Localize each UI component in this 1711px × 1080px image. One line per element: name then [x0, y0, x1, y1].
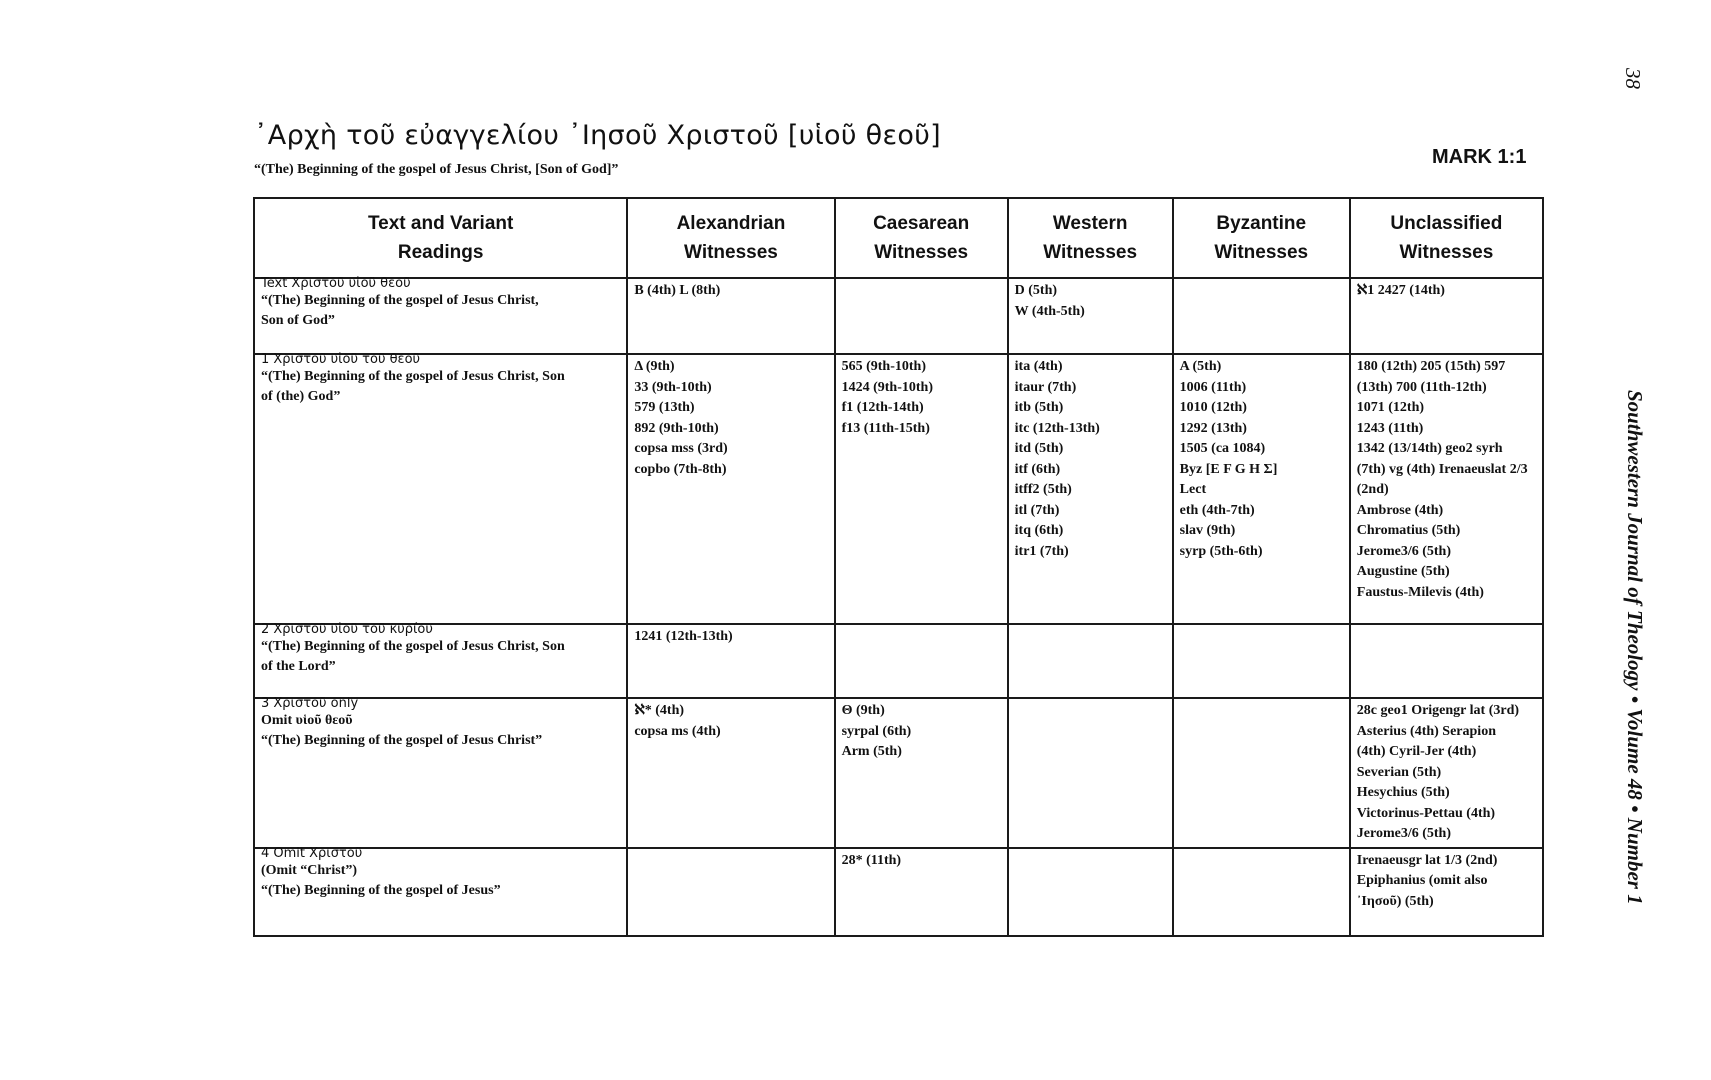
- witness-entry: Lect: [1179, 482, 1207, 497]
- header-line: Readings: [397, 242, 484, 263]
- witness-entry: A (5th): [1179, 359, 1222, 374]
- witness-entry: Byz [E F G H Σ]: [1179, 461, 1278, 477]
- reading-greek-label: 4 Omit Χριστοῦ: [261, 845, 363, 861]
- witness-entry: 1243 (11th): [1356, 420, 1424, 436]
- header-alexandrian: [627, 198, 834, 278]
- unclassified-witnesses-cell: [1350, 848, 1543, 936]
- caesarean-witnesses-cell: [835, 848, 1008, 936]
- witness-entry: itf (6th): [1014, 461, 1061, 477]
- witness-entry: (4th) Cyril-Jer (4th): [1356, 744, 1477, 759]
- header-byzantine: [1173, 198, 1350, 278]
- western-witnesses-cell: [1008, 698, 1173, 848]
- witness-entry: 1241 (12th-13th): [634, 629, 733, 644]
- header-line: Western: [1052, 213, 1128, 234]
- table-row: [254, 848, 1543, 936]
- header-line: Alexandrian: [676, 213, 786, 234]
- reading-gloss-line: of the Lord”: [261, 659, 336, 674]
- reading-gloss-line: Omit υἱοῦ θεοῦ: [261, 713, 353, 728]
- witness-entry: (2nd): [1356, 482, 1389, 497]
- reading-cell: [254, 624, 627, 698]
- reading-gloss-line: of (the) God”: [261, 389, 341, 404]
- witness-entry: 33 (9th-10th): [634, 379, 712, 395]
- alexandrian-witnesses-cell: [627, 278, 834, 354]
- reading-greek-label: 2 Χριστοῦ υἱοῦ τοῦ κυρίου: [261, 622, 433, 637]
- reading-cell: [254, 278, 627, 354]
- witness-entry: copbo (7th-8th): [634, 461, 727, 477]
- witness-entry: ℵ* (4th): [634, 703, 685, 718]
- witness-entry: Chromatius (5th): [1356, 523, 1461, 538]
- witness-entry: (13th) 700 (11th-12th): [1356, 379, 1487, 395]
- witness-entry: syrp (5th-6th): [1179, 543, 1263, 559]
- reading-greek-label: 3 Χριστοῦ only: [261, 696, 359, 711]
- witness-entry: 1424 (9th-10th): [841, 379, 933, 395]
- witness-entry: ᾿Ιησοῦ) (5th): [1356, 893, 1434, 909]
- witness-entry: Irenaeusgr lat 1/3 (2nd): [1356, 852, 1498, 868]
- header-line: Caesarean: [873, 213, 970, 234]
- byzantine-witnesses-cell: [1173, 354, 1350, 624]
- witness-entry: D (5th): [1014, 283, 1058, 298]
- caesarean-witnesses-cell: [835, 278, 1008, 354]
- byzantine-witnesses-cell: [1173, 848, 1350, 936]
- reading-gloss-line: “(The) Beginning of the gospel of Jesus Christ, Son: [261, 639, 565, 654]
- witness-entry: 1342 (13/14th) geo2 syrh: [1356, 441, 1503, 456]
- byzantine-witnesses-cell: [1173, 698, 1350, 848]
- greek-verse-title: ᾿Αρχὴ τοῦ εὐαγγελίου ᾿Ιησοῦ Χριστοῦ [υἱοῦ θεοῦ]: [254, 120, 941, 151]
- unclassified-witnesses-cell: [1350, 698, 1543, 848]
- witness-entry: 565 (9th-10th): [841, 359, 926, 374]
- witness-entry: Epiphanius (omit also: [1356, 873, 1488, 888]
- witness-entry: itc (12th-13th): [1014, 420, 1100, 436]
- alexandrian-witnesses-cell: [627, 354, 834, 624]
- byzantine-witnesses-cell: [1173, 278, 1350, 354]
- witness-entry: 28* (11th): [841, 852, 902, 868]
- witness-entry: Jerome3/6 (5th): [1356, 826, 1451, 841]
- unclassified-witnesses-cell: [1350, 354, 1543, 624]
- unclassified-witnesses-cell: [1350, 278, 1543, 354]
- witness-entry: 1292 (13th): [1179, 420, 1247, 436]
- header-unclassified: [1350, 198, 1543, 278]
- header-line: Witnesses: [1399, 242, 1494, 263]
- witness-entry: B (4th) L (8th): [634, 283, 721, 298]
- caesarean-witnesses-cell: [835, 698, 1008, 848]
- witness-entry: Faustus-Milevis (4th): [1356, 584, 1484, 600]
- verse-reference: MARK 1:1: [1432, 146, 1527, 168]
- witness-entry: slav (9th): [1179, 523, 1236, 538]
- reading-gloss-line: “(The) Beginning of the gospel of Jesus”: [261, 882, 501, 898]
- table-row: [254, 698, 1543, 848]
- witness-entry: copsa mss (3rd): [634, 441, 728, 456]
- header-line: Witnesses: [874, 242, 969, 263]
- witness-entry: Ambrose (4th): [1356, 502, 1444, 518]
- witness-entry: Jerome3/6 (5th): [1356, 543, 1451, 559]
- header-line: Witnesses: [1214, 242, 1309, 263]
- witness-entry: 892 (9th-10th): [634, 420, 719, 436]
- reading-greek-label: 1 Χριστοῦ υἱοῦ τοῦ θεοῦ: [261, 352, 421, 367]
- table-header-row: [254, 198, 1543, 278]
- witness-entry: W (4th-5th): [1014, 303, 1085, 319]
- witness-entry: 1505 (ca 1084): [1179, 441, 1266, 456]
- witness-entry: Augustine (5th): [1356, 564, 1450, 579]
- witness-entry: ℵ1 2427 (14th): [1356, 283, 1445, 298]
- journal-running-head: Southwestern Journal of Theology • Volume 48 • Number 1: [1623, 390, 1647, 905]
- witness-entry: copsa ms (4th): [634, 723, 721, 739]
- witness-entry: itr1 (7th): [1014, 543, 1069, 559]
- header-western: [1008, 198, 1173, 278]
- variant-witness-table: [253, 197, 1544, 937]
- reading-cell: [254, 354, 627, 624]
- western-witnesses-cell: [1008, 278, 1173, 354]
- witness-entry: f1 (12th-14th): [841, 400, 924, 415]
- witness-entry: f13 (11th-15th): [841, 420, 930, 436]
- header-line: Witnesses: [1043, 242, 1138, 263]
- header-line: Text and Variant: [367, 213, 514, 234]
- alexandrian-witnesses-cell: [627, 698, 834, 848]
- witness-entry: Hesychius (5th): [1356, 785, 1450, 800]
- witness-entry: Θ (9th): [841, 703, 885, 718]
- header-line: Unclassified: [1390, 213, 1503, 234]
- witness-entry: eth (4th-7th): [1179, 502, 1255, 518]
- unclassified-witnesses-cell: [1350, 624, 1543, 698]
- english-verse-translation: “(The) Beginning of the gospel of Jesus Christ, [Son of God]”: [254, 162, 619, 177]
- table-row: [254, 278, 1543, 354]
- table-row: [254, 354, 1543, 624]
- witness-entry: Severian (5th): [1356, 764, 1442, 780]
- witness-entry: itd (5th): [1014, 441, 1064, 456]
- witness-entry: ita (4th): [1014, 359, 1063, 374]
- witness-entry: itb (5th): [1014, 400, 1064, 415]
- witness-entry: Victorinus-Pettau (4th): [1356, 805, 1496, 821]
- header-text-readings: [254, 198, 627, 278]
- witness-entry: syrpal (6th): [841, 723, 912, 739]
- witness-entry: 180 (12th) 205 (15th) 597: [1356, 359, 1506, 374]
- reading-cell: [254, 845, 627, 936]
- byzantine-witnesses-cell: [1173, 624, 1350, 698]
- witness-entry: 28c geo1 Origengr lat (3rd): [1356, 703, 1520, 718]
- witness-entry: 579 (13th): [634, 400, 695, 415]
- reading-gloss-line: Son of God”: [261, 313, 335, 328]
- witness-entry: itff2 (5th): [1014, 482, 1072, 497]
- reading-greek-label: Text Χριστοῦ υἱοῦ θεοῦ: [261, 276, 411, 291]
- reading-gloss-line: “(The) Beginning of the gospel of Jesus Christ,: [261, 293, 539, 308]
- witness-entry: Δ (9th): [634, 359, 675, 374]
- witness-entry: Asterius (4th) Serapion: [1356, 723, 1496, 739]
- witness-entry: itq (6th): [1014, 523, 1064, 538]
- page-number: 38: [1621, 68, 1645, 89]
- table-row: [254, 624, 1543, 698]
- reading-gloss-line: “(The) Beginning of the gospel of Jesus Christ, Son: [261, 369, 565, 384]
- reading-gloss-line: (Omit “Christ”): [261, 862, 358, 878]
- alexandrian-witnesses-cell: [627, 624, 834, 698]
- witness-entry: 1010 (12th): [1179, 400, 1247, 415]
- western-witnesses-cell: [1008, 848, 1173, 936]
- header-caesarean: [835, 198, 1008, 278]
- caesarean-witnesses-cell: [835, 354, 1008, 624]
- witness-entry: itl (7th): [1014, 502, 1060, 518]
- witness-entry: (7th) vg (4th) Irenaeuslat 2/3: [1356, 461, 1528, 477]
- caesarean-witnesses-cell: [835, 624, 1008, 698]
- reading-cell: [254, 698, 627, 848]
- witness-entry: 1006 (11th): [1179, 379, 1247, 395]
- reading-gloss-line: “(The) Beginning of the gospel of Jesus Christ”: [261, 733, 543, 748]
- header-line: Byzantine: [1216, 213, 1307, 234]
- alexandrian-witnesses-cell: [627, 848, 834, 936]
- witness-entry: 1071 (12th): [1356, 400, 1425, 415]
- western-witnesses-cell: [1008, 354, 1173, 624]
- western-witnesses-cell: [1008, 624, 1173, 698]
- header-line: Witnesses: [684, 242, 778, 263]
- witness-entry: itaur (7th): [1014, 379, 1077, 395]
- witness-entry: Arm (5th): [841, 744, 902, 759]
